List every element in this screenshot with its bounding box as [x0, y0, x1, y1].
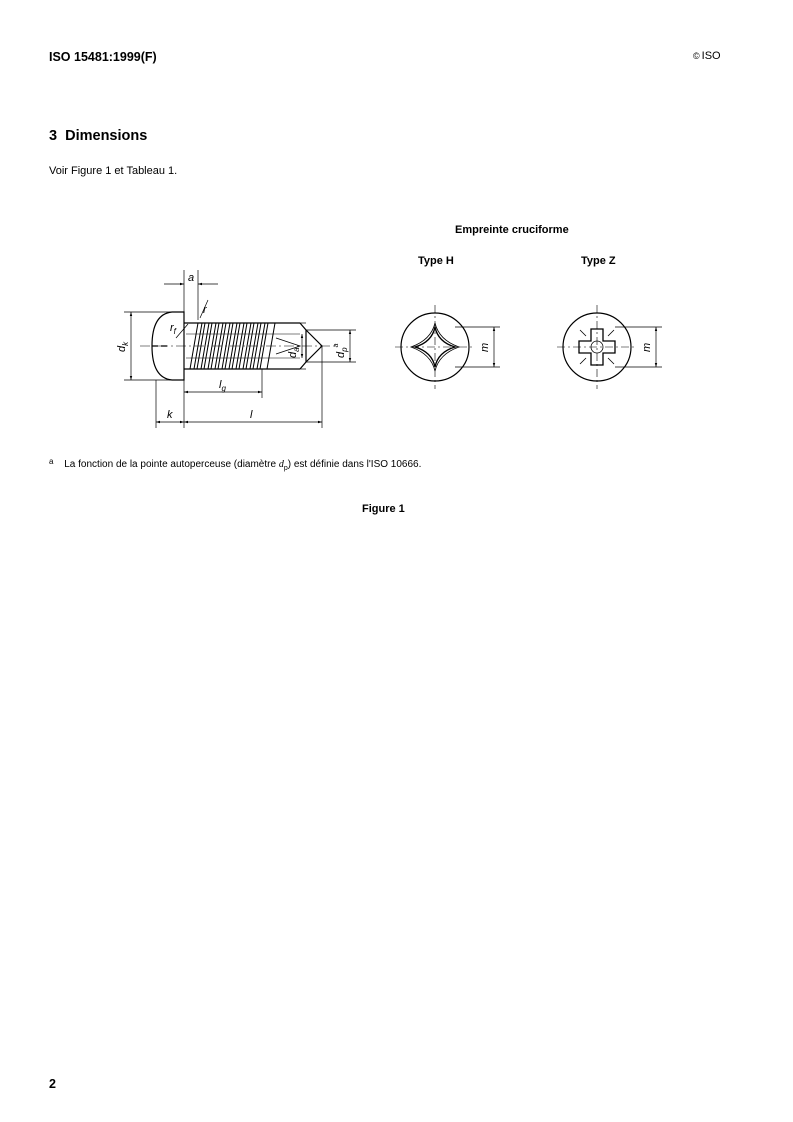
label-rf: $r_f$ — [170, 322, 176, 336]
type-h-label: Type H — [418, 255, 454, 267]
figure-caption: Figure 1 — [362, 503, 405, 515]
copyright-owner: ISO — [701, 50, 721, 62]
label-a: a — [188, 272, 195, 284]
type-z-label: Type Z — [581, 255, 616, 267]
label-m-z: m — [641, 342, 653, 352]
footnote-text-before: La fonction de la pointe autoperceuse (diamètre — [64, 459, 279, 470]
footnote — [49, 459, 421, 472]
document-id: ISO 15481:1999(F) — [49, 50, 157, 64]
label-dp: $d_p^a$ — [333, 343, 349, 358]
footnote-symbol-sub: p — [283, 465, 288, 472]
section-text: Voir Figure 1 et Tableau 1. — [49, 165, 178, 177]
footnote-marker: a — [49, 457, 54, 466]
side-dimensions — [124, 270, 356, 428]
label-l: l — [250, 409, 253, 421]
recess-title: Empreinte cruciforme — [455, 224, 569, 236]
label-da: $d_a$ — [287, 347, 301, 358]
label-k: k — [167, 409, 173, 421]
footnote-text-after: ) est définie dans l'ISO 10666. — [287, 459, 422, 470]
label-lg: $l_g$ — [219, 379, 226, 393]
label-dk: $d_k$ — [116, 341, 130, 352]
copyright-symbol: © — [693, 51, 700, 61]
page-number: 2 — [49, 1077, 56, 1091]
section-title: 3 Dimensions — [49, 128, 148, 144]
label-m-h: m — [479, 342, 491, 352]
footnote-symbol: d — [278, 459, 284, 470]
screw-figure — [0, 0, 793, 440]
label-r: r — [203, 304, 207, 316]
